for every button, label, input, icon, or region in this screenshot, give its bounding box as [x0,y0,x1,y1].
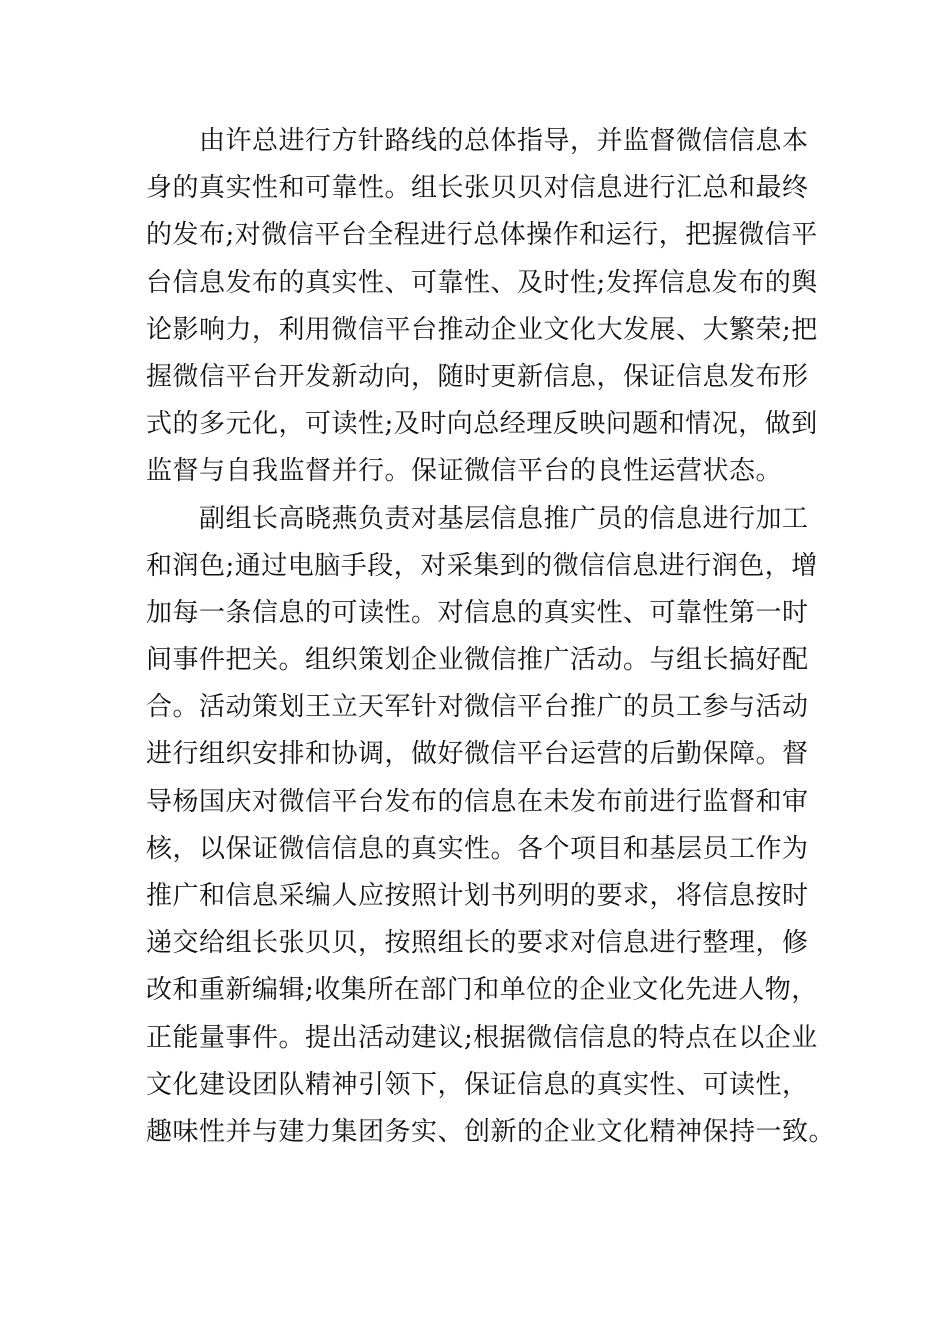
text-line: 间事件把关。组织策划企业微信推广活动。与组长搞好配 [146,645,809,676]
text-line: 文化建设团队精神引领下，保证信息的真实性、可读性， [146,1069,809,1100]
text-line: 握微信平台开发新动向，随时更新信息，保证信息发布形 [146,361,809,392]
text-line: 改和重新编辑;收集所在部门和单位的企业文化先进人物， [146,975,818,1006]
text-line: 推广和信息采编人应按照计划书列明的要求，将信息按时 [146,881,809,911]
text-line: 正能量事件。提出活动建议;根据微信信息的特点在以企业 [146,1022,818,1053]
paragraph-1 [146,118,818,496]
text-line: 核，以保证微信信息的真实性。各个项目和基层员工作为 [146,833,809,864]
text-line: 由许总进行方针路线的总体指导，并监督微信信息本 [199,126,809,156]
text-line: 副组长高晓燕负责对基层信息推广员的信息进行加工 [199,503,809,534]
text-line: 加每一条信息的可读性。对信息的真实性、可靠性第一时 [146,597,809,628]
text-line: 论影响力，利用微信平台推动企业文化大发展、大繁荣;把 [146,314,818,345]
text-line: 和润色;通过电脑手段，对采集到的微信信息进行润色，增 [146,550,818,581]
text-line: 递交给组长张贝贝，按照组长的要求对信息进行整理，修 [146,928,809,959]
text-line: 身的真实性和可靠性。组长张贝贝对信息进行汇总和最终 [146,173,809,204]
text-line: 台信息发布的真实性、可靠性、及时性;发挥信息发布的舆 [146,267,818,298]
text-line: 进行组织安排和协调，做好微信平台运营的后勤保障。督 [146,739,809,770]
text-line: 合。活动策划王立天军针对微信平台推广的员工参与活动 [146,692,809,723]
text-line: 的发布;对微信平台全程进行总体操作和运行，把握微信平 [146,220,818,251]
text-line: 监督与自我监督并行。保证微信平台的良性运营状态。 [146,456,783,487]
text-line: 趣味性并与建力集团务实、创新的企业文化精神保持一致。 [146,1116,836,1147]
text-line: 导杨国庆对微信平台发布的信息在未发布前进行监督和审 [146,786,809,817]
paragraph-2 [146,496,836,1157]
text-line: 式的多元化，可读性;及时向总经理反映问题和情况，做到 [146,409,818,440]
document-body [146,118,836,1156]
